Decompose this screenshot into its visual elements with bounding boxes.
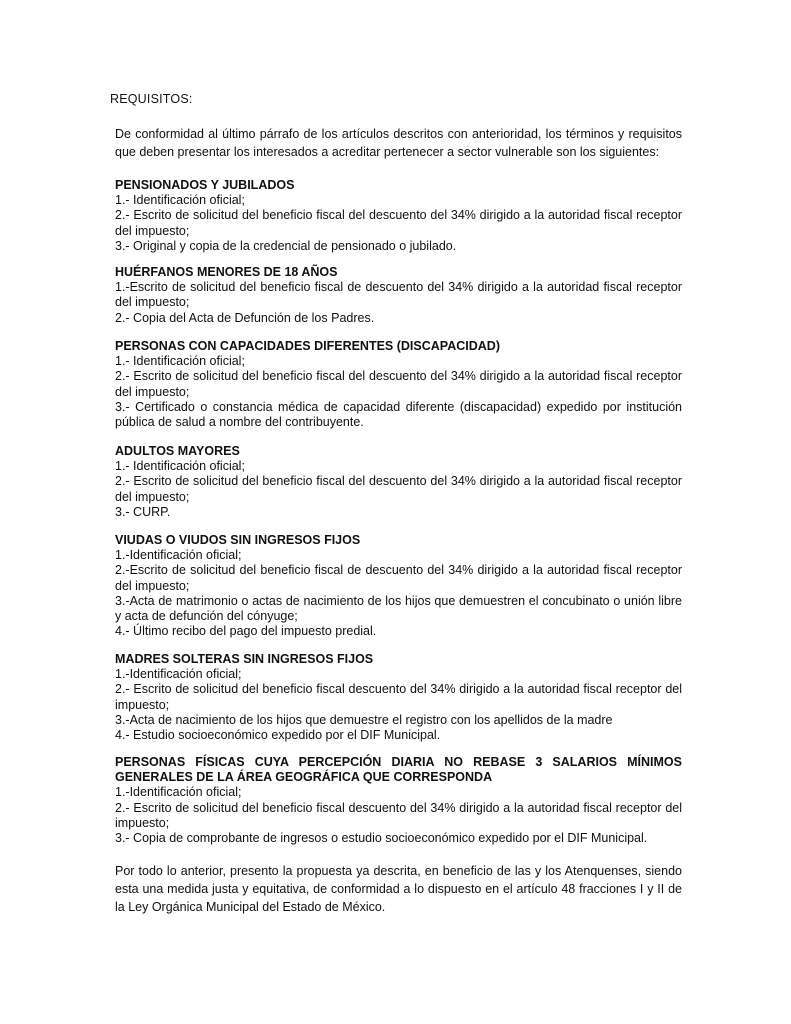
- section-madres-solteras: [115, 652, 682, 743]
- section-adultos-mayores: [115, 444, 682, 520]
- section-pensionados: [115, 178, 682, 254]
- list-item: 3.-Acta de matrimonio o actas de nacimiento de los hijos que demuestren el concubinato o unión libre y acta de defunción del cónyuge;: [115, 593, 682, 624]
- list-item: 2.-Escrito de solicitud del beneficio fiscal de descuento del 34% dirigido a la autoridad fiscal receptor del impuesto;: [115, 563, 682, 593]
- list-item: 2.- Escrito de solicitud del beneficio fiscal del descuento del 34% dirigido a la autoridad fiscal receptor del impuesto;: [115, 208, 682, 238]
- list-item: 2.- Escrito de solicitud del beneficio fiscal del descuento del 34% dirigido a la autoridad fiscal receptor del impuesto;: [115, 369, 682, 399]
- section-title: ADULTOS MAYORES: [115, 444, 240, 458]
- section-title: PENSIONADOS Y JUBILADOS: [115, 178, 295, 192]
- list-item: 3.-Acta de nacimiento de los hijos que demuestre el registro con los apellidos de la madre: [115, 712, 613, 727]
- list-item: 2.- Escrito de solicitud del beneficio fiscal del descuento del 34% dirigido a la autoridad fiscal receptor del impuesto;: [115, 474, 682, 504]
- list-item: 2.- Copia del Acta de Defunción de los Padres.: [115, 310, 375, 325]
- section-personas-fisicas: [115, 755, 682, 846]
- list-item: 1.- Identificación oficial;: [115, 354, 245, 369]
- intro-paragraph: De conformidad al último párrafo de los artículos descritos con anterioridad, los términos y requisitos que deben presentar los interesados a acreditar pertenecer a sector vulnerable son los siguientes:: [115, 127, 682, 159]
- section-viudos: [115, 533, 682, 639]
- list-item: 3.- Copia de comprobante de ingresos o estudio socioeconómico expedido por el DIF Municipal.: [115, 831, 648, 846]
- section-title: PERSONAS FÍSICAS CUYA PERCEPCIÓN DIARIA NO REBASE 3 SALARIOS MÍNIMOS GENERALES DE LA ÁREA GEOGRÁFICA QUE CORRESPONDA: [115, 755, 682, 785]
- list-item: 1.-Identificación oficial;: [115, 548, 242, 563]
- section-title: HUÉRFANOS MENORES DE 18 AÑOS: [115, 265, 338, 279]
- list-item: 1.-Identificación oficial;: [115, 785, 242, 800]
- list-item: 1.- Identificación oficial;: [115, 193, 245, 208]
- closing-paragraph: Por todo lo anterior, presento la propuesta ya descrita, en beneficio de las y los Atenquenses, siendo esta una medida justa y equitativa, de conformidad a lo dispuesto en el artículo 48 fracciones I y II de la Ley Orgánica Municipal del Estado de México.: [115, 864, 682, 914]
- section-discapacidad: [115, 339, 682, 430]
- list-item: 1.-Identificación oficial;: [115, 667, 242, 682]
- list-item: 4.- Estudio socioeconómico expedido por el DIF Municipal.: [115, 728, 441, 743]
- list-item: 1.- Identificación oficial;: [115, 459, 245, 474]
- section-title: MADRES SOLTERAS SIN INGRESOS FIJOS: [115, 652, 374, 666]
- list-item: 4.- Último recibo del pago del impuesto predial.: [115, 624, 377, 639]
- list-item: 1.-Escrito de solicitud del beneficio fiscal de descuento del 34% dirigido a la autoridad fiscal receptor del impuesto;: [115, 280, 682, 310]
- list-item: 2.- Escrito de solicitud del beneficio fiscal descuento del 34% dirigido a la autoridad fiscal receptor del impuesto;: [115, 682, 682, 712]
- section-huerfanos: [115, 265, 682, 326]
- list-item: 3.- Certificado o constancia médica de capacidad diferente (discapacidad) expedido por institución pública de salud a nombre del contribuyente.: [115, 399, 682, 430]
- list-item: 3.- Original y copia de la credencial de pensionado o jubilado.: [115, 238, 457, 253]
- section-title: VIUDAS O VIUDOS SIN INGRESOS FIJOS: [115, 533, 361, 547]
- list-item: 3.- CURP.: [115, 504, 171, 519]
- list-item: 2.- Escrito de solicitud del beneficio fiscal descuento del 34% dirigido a la autoridad fiscal receptor del impuesto;: [115, 800, 682, 830]
- page-heading: REQUISITOS:: [110, 92, 193, 106]
- section-title: PERSONAS CON CAPACIDADES DIFERENTES (DISCAPACIDAD): [115, 339, 500, 353]
